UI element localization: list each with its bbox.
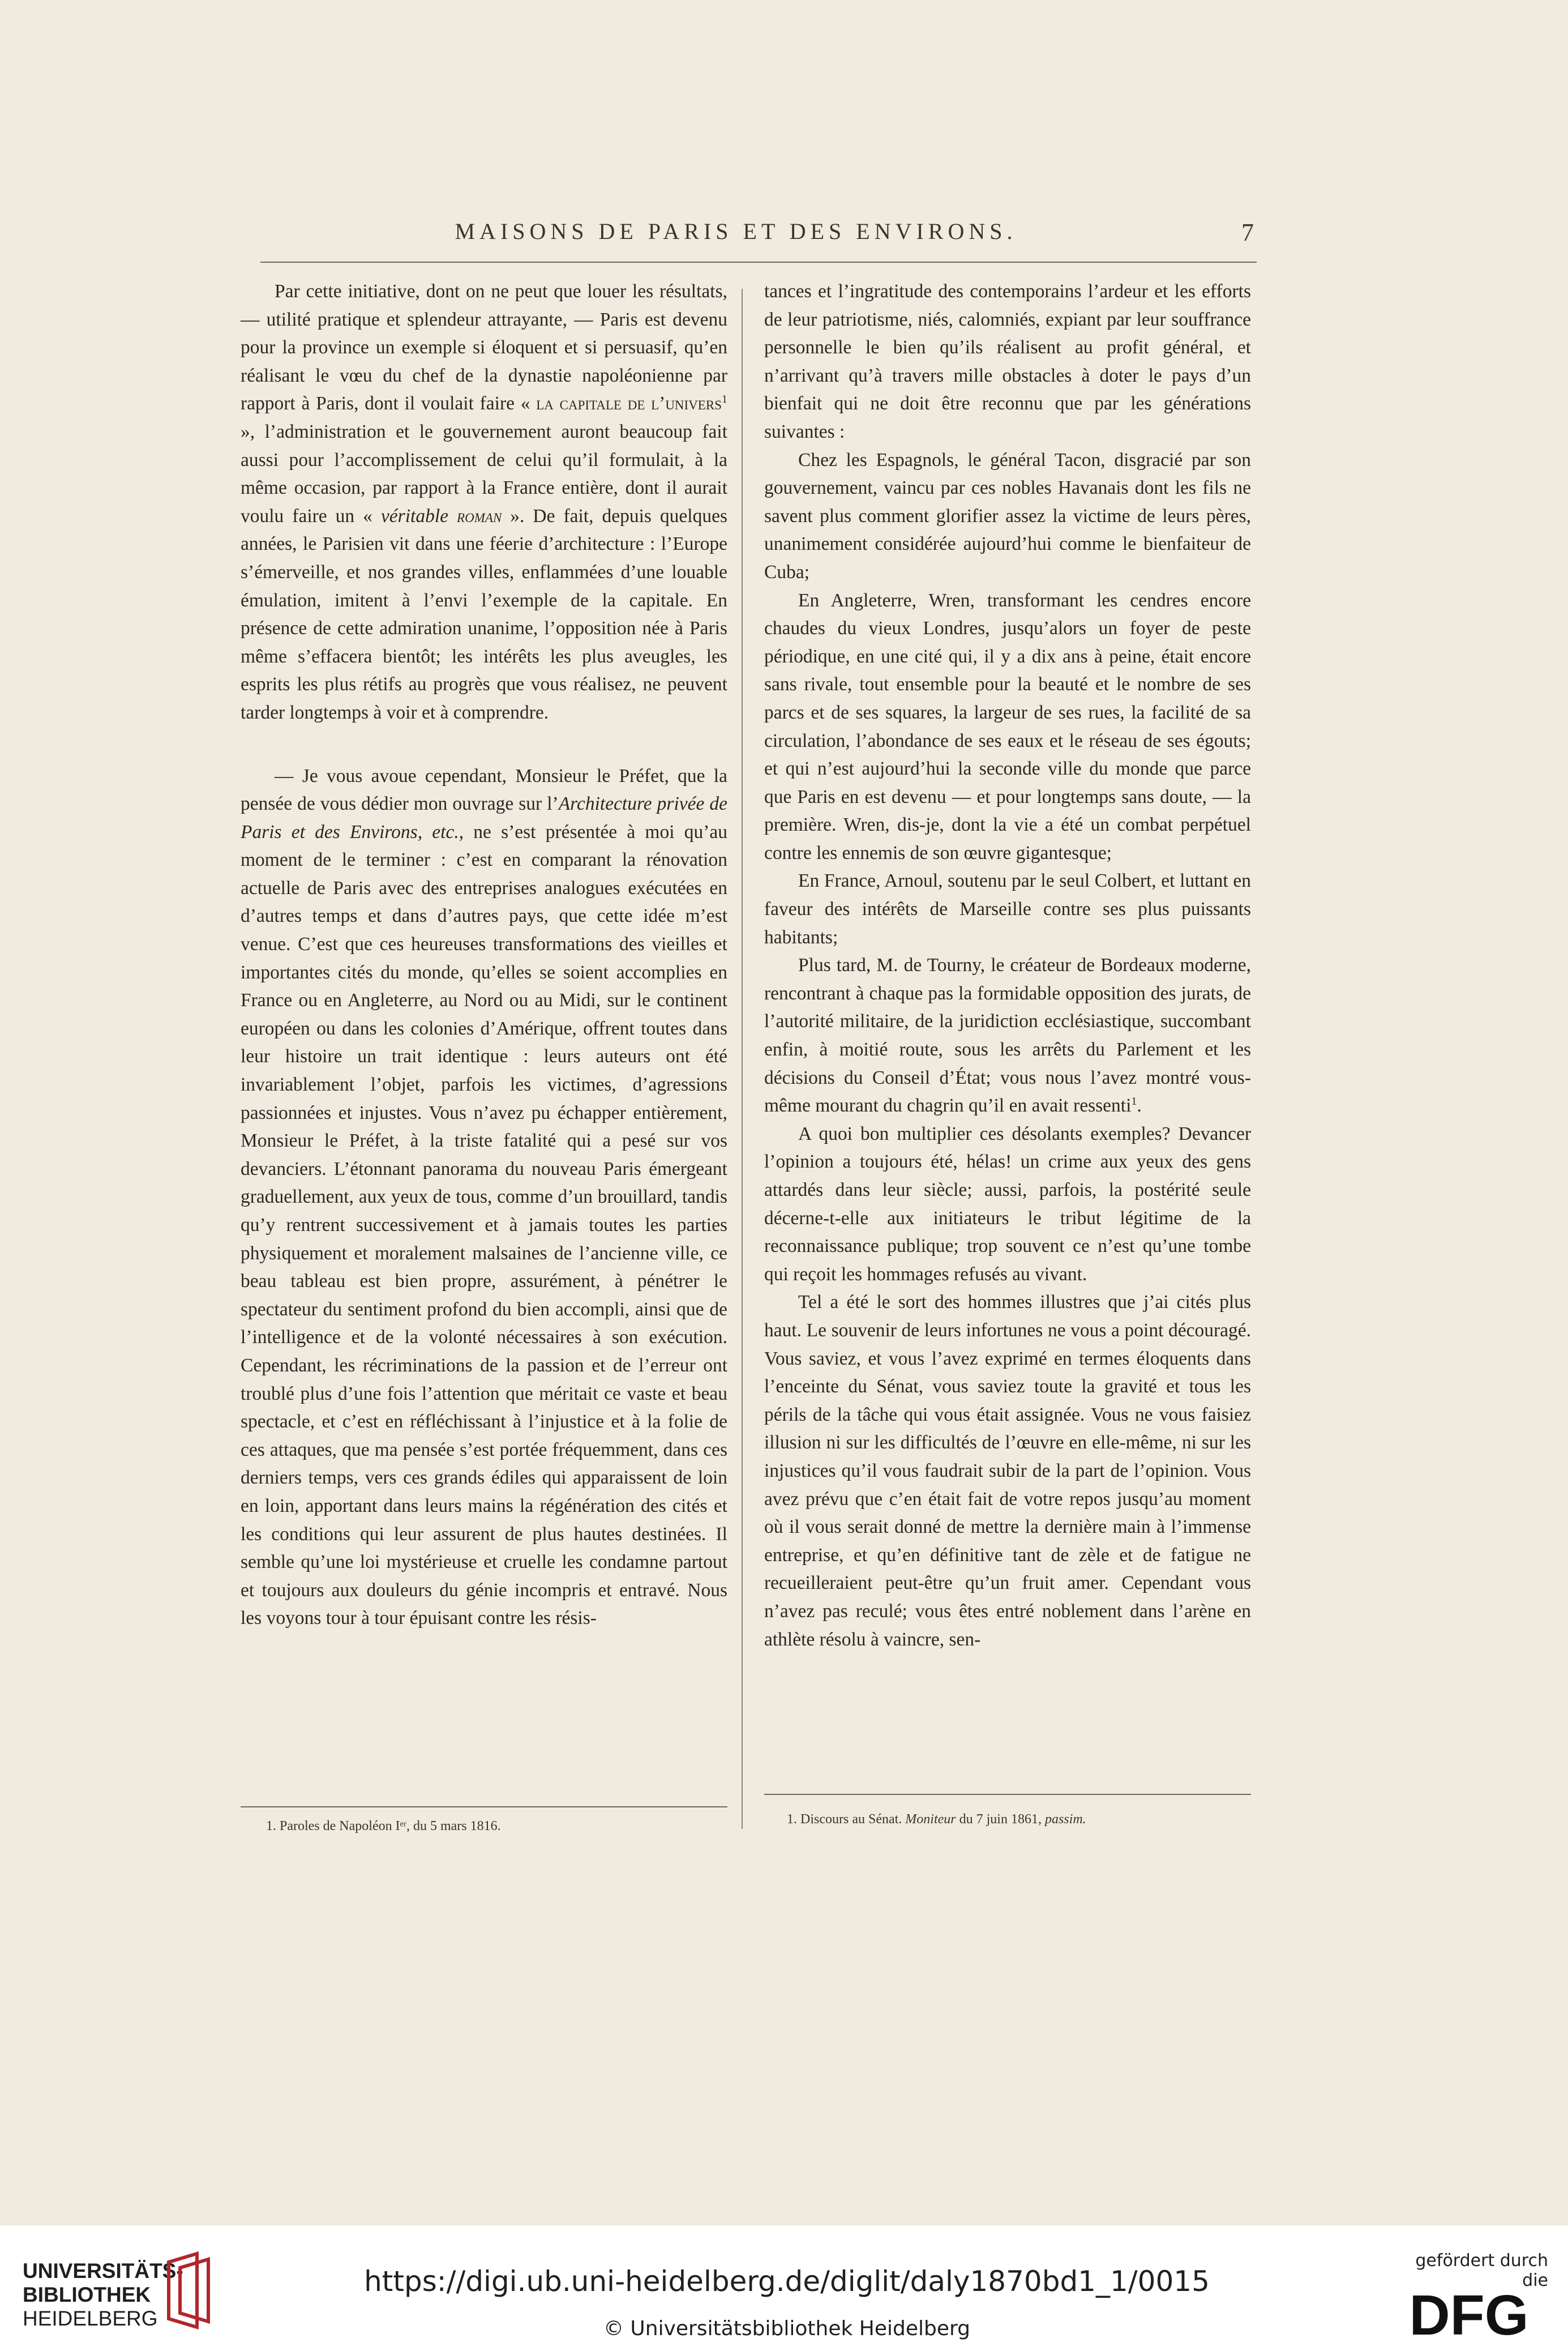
right-paragraph-1: tances et l’ingratitude des contemporains l’ardeur et les efforts de leur patriotisme, niés, calomniés, expiant par leur souffrance personnelle le bien qu’ils réalisent au profit général, et n’arrivant qu’à travers mille obstacles à doter le pays d’un bienfait qui ne doit être reconnu que par les générations suivantes : [764, 281, 1251, 442]
right-paragraph-5: Plus tard, M. de Tourny, le créateur de Bordeaux moderne, rencontrant à chaque pas la formidable opposition des jurats, de l’autorité militaire, de la juridiction ecclésiastique, succombant enfin, à moitié route, sous les arrêts du Parlement et les décisions du Conseil d’État; vous nous l’avez montré vous-même mourant du chagrin qu’il en avait ressenti$^1$. [764, 955, 1251, 1117]
right-column [764, 277, 1251, 1653]
library-logo-icon [157, 2251, 220, 2330]
right-paragraph-3: En Angleterre, Wren, transformant les cendres encore chaudes du vieux Londres, jusqu’alors un foyer de peste périodique, en une cité qui, il y a dix ans à peine, était encore sans rivale, tout ensemble pour la beauté et le nombre de ses parcs et de ses squares, la largeur de ses rues, la facilité de sa circulation, l’abondance de ses eaux et le réseau de ses égouts; et qui n’est aujourd’hui la seconde ville du monde que parce que Paris en est devenu — et pour longtemps sans doute, — la première. Wren, dis-je, dont la vie a été un combat perpétuel contre les ennemis de son œuvre gigantesque; [764, 589, 1251, 864]
funding-label: gefördert durch die [1415, 2251, 1548, 2290]
page-number: 7 [1241, 219, 1254, 246]
copyright-notice: © Universitätsbibliothek Heidelberg [603, 2317, 971, 2340]
right-paragraph-4: En France, Arnoul, soutenu par le seul Colbert, et luttant en faveur des intérêts de Marseille contre ses plus puissants habitants; [764, 870, 1251, 948]
left-paragraph-2: — Je vous avoue cependant, Monsieur le Préfet, que la pensée de vous dédier mon ouvrage sur l’Architecture privée de Paris et des Environs, etc., ne s’est présentée à moi qu’au moment de le terminer : c’est en comparant la rénovation actuelle de Paris avec des entreprises analogues exécutées en d’autres temps et dans d’autres pays, que cette idée m’est venue. C’est que ces heureuses transformations des vieilles et importantes cités du monde, qu’elles se soient accomplies en France ou en Angleterre, au Nord ou au Midi, sur le continent européen ou dans les colonies d’Amérique, offrent toutes dans leur histoire un trait identique : leurs auteurs ont été invariablement l’objet, parfois les victimes, d’agressions passionnées et injustes. Vous n’avez pu échapper entièrement, Monsieur le Préfet, à la triste fatalité qui a pesé sur vos devanciers. L’étonnant panorama du nouveau Paris émergeant graduellement, aux yeux de tous, comme d’un brouillard, tandis qu’y rentrent successivement et à jamais toutes les parties physiquement et moralement malsaines de l’ancienne ville, ce beau tableau est bien propre, assurément, à pénétrer le spectateur du sentiment profond du bien accompli, ainsi que de l’intelligence et de la volonté nécessaires à son exécution. Cependant, les récriminations de la passion et de l’erreur ont troublé plus d’une fois l’attention que méritait ce vaste et beau spectacle, et c’est en réfléchissant à l’injustice et à la folie de ces attaques, que ma pensée s’est portée fréquemment, dans ces derniers temps, vers ces grands édiles qui apparaissent de loin en loin, apportant dans leurs mains la régénération des cités et les conditions qui leur assurent de plus hautes destinées. Il semble qu’une loi mystérieuse et cruelle les condamne partout et toujours aux douleurs du génie incompris et entravé. Nous les voyons tour à tour épuisant contre les résis- [241, 765, 727, 1629]
left-paragraph-1: Par cette initiative, dont on ne peut que louer les résultats, — utilité pratique et splendeur attrayante, — Paris est devenu pour la province un exemple si éloquent et si persuasif, qu’en réalisant le vœu du chef de la dynastie napoléonienne par rapport à Paris, dont il voulait faire « la capitale de l’univers$^1$ », l’administration et le gouvernement auront beaucoup fait aussi pour l’accomplissement de celui qu’il formulait, à la même occasion, par rapport à la France entière, dont il aurait voulu faire un « véritable roman ». De fait, depuis quelques années, le Parisien vit dans une féerie d’architecture : l’Europe s’émerveille, et nos grandes villes, enflammées d’une louable émulation, imitent à l’envi l’exemple de la capitale. En présence de cette admiration unanime, l’opposition née à Paris même s’effacera bientôt; les intérêts les plus aveugles, les esprits les plus rétifs au progrès que vous réalisez, ne peuvent tarder longtemps à voir et à comprendre. [241, 281, 728, 723]
column-divider [742, 289, 743, 1829]
footnote-rule-left [241, 1806, 727, 1807]
right-paragraph-7: Tel a été le sort des hommes illustres que j’ai cités plus haut. Le souvenir de leurs infortunes ne vous a point découragé. Vous saviez, et vous l’avez exprimé en termes éloquents dans l’enceinte du Sénat, vous saviez toute la gravité et tous les périls de la tâche qui vous était assignée. Vous ne vous faisiez illusion ni sur les difficultés de l’œuvre en elle-même, ni sur les injustices qu’il vous faudrait subir de la part de l’opinion. Vous avez prévu que c’en était fait de votre repos jusqu’au moment où il vous serait donné de mettre la dernière main à l’immense entreprise, et qu’en définitive tant de zèle et de fatigue ne recueilleraient peut-être qu’un fruit amer. Cependant vous n’avez pas reculé; vous êtes entré noblement dans l’arène en athlète résolu à vaincre, sen- [764, 1292, 1251, 1650]
running-title: MAISONS DE PARIS ET DES ENVIRONS. [455, 219, 1017, 244]
dfg-logo[interactable] [1390, 2285, 1548, 2341]
library-logo-text[interactable]: UNIVERSITÄTS- BIBLIOTHEK HEIDELBERG [23, 2259, 183, 2330]
footnote-marker: 1 [722, 393, 727, 406]
svg-text:DFG: DFG [1409, 2285, 1529, 2341]
footnote-rule-right [764, 1794, 1251, 1795]
right-paragraph-2: Chez les Espagnols, le général Tacon, disgracié par son gouvernement, vaincu par ces nobles Havanais dont les fils ne savent plus comment glorifier assez la victime de leurs pères, unanimement considérée aujourd’hui comme le bienfaiteur de Cuba; [764, 449, 1251, 583]
left-column [241, 277, 727, 1632]
permalink-url[interactable]: https://digi.ub.uni-heidelberg.de/diglit/daly1870bd1_1/0015 [364, 2265, 1210, 2298]
footnote-left: 1. Paroles de Napoléon Iᵉʳ, du 5 mars 1816. [266, 1819, 501, 1833]
footnote-marker: 1 [1131, 1095, 1137, 1108]
right-paragraph-6: A quoi bon multiplier ces désolants exemples? Devancer l’opinion a toujours été, hélas! un crime aux yeux des gens attardés dans leur siècle; aussi, parfois, la postérité seule décerne-t-elle aux initiateurs le tribut légitime de la reconnaissance publique; trop souvent ce n’est qu’une tombe qui reçoit les hommages refusés au vivant. [764, 1123, 1251, 1285]
header-rule [260, 262, 1257, 263]
footnote-right: 1. Discours au Sénat. Moniteur du 7 juin 1861, passim. [787, 1812, 1086, 1827]
